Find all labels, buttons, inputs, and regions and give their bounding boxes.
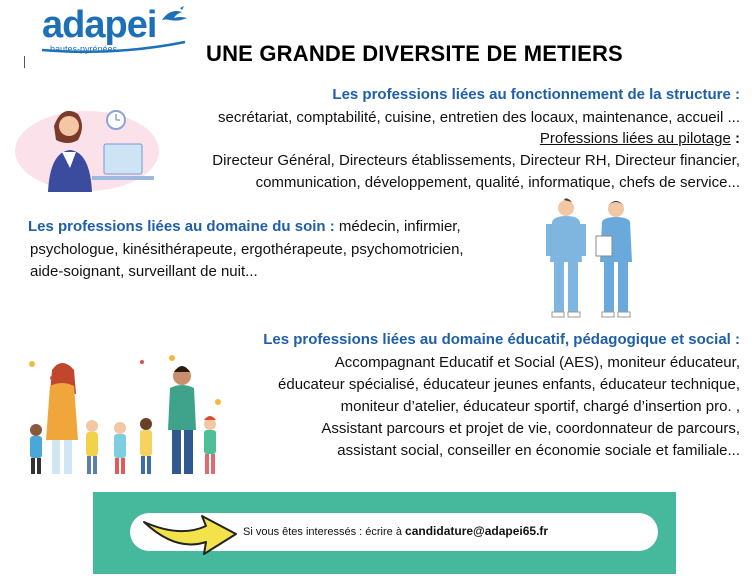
section-text: Directeur Général, Directeurs établissements, Directeur RH, Directeur financier, [212, 152, 740, 169]
section-text: secrétariat, comptabilité, cuisine, entretien des locaux, maintenance, accueil ... [218, 109, 740, 126]
pilotage-colon: : [730, 130, 740, 147]
section-text: psychologue, kinésithérapeute, ergothérapeute, psychomotricien, [30, 241, 464, 258]
contact-text [243, 524, 548, 538]
arrow-right-icon [140, 512, 240, 556]
section-text: aide-soignant, surveillant de nuit... [30, 263, 258, 280]
contact-prefix: Si vous êtes interessés : écrire à [243, 526, 406, 538]
section-text: moniteur d’atelier, éducateur sportif, chargé d’insertion pro. , [340, 398, 740, 415]
section-text: communication, développement, qualité, informatique, chefs de service... [255, 174, 740, 191]
logo-swoosh [40, 40, 190, 54]
medical-staff-illustration [544, 196, 644, 320]
section-heading-structure: Les professions liées au fonctionnement de la structure : [332, 86, 740, 103]
section-text: éducateur spécialisé, éducateur jeunes enfants, éducateur technique, [278, 376, 740, 393]
educators-children-illustration [22, 350, 232, 482]
page-title: UNE GRANDE DIVERSITE DE METIERS [206, 41, 623, 66]
section-text: assistant social, conseiller en économie sociale et familiale... [337, 442, 740, 459]
pilotage-label: Professions liées au pilotage [539, 130, 731, 147]
pilotage-subheading [540, 131, 740, 146]
logo-subtitle: hautes-pyrénées [50, 44, 118, 54]
section-heading-soin: Les professions liées au domaine du soin : [28, 218, 335, 235]
section-soin-line1 [28, 219, 461, 234]
divider [24, 56, 25, 68]
section-text: Accompagnant Educatif et Social (AES), moniteur éducateur, [334, 354, 740, 371]
contact-email-link[interactable]: candidature@adapei65.fr [405, 524, 549, 538]
bird-logo-icon [160, 6, 190, 28]
logo-wordmark: adapei [42, 4, 157, 46]
section-text: Assistant parcours et projet de vie, coordonnateur de parcours, [321, 420, 740, 437]
section-heading-educatif: Les professions liées au domaine éducatif, pédagogique et social : [263, 331, 740, 348]
section-text: médecin, infirmier, [334, 218, 461, 235]
office-worker-illustration [12, 96, 162, 196]
